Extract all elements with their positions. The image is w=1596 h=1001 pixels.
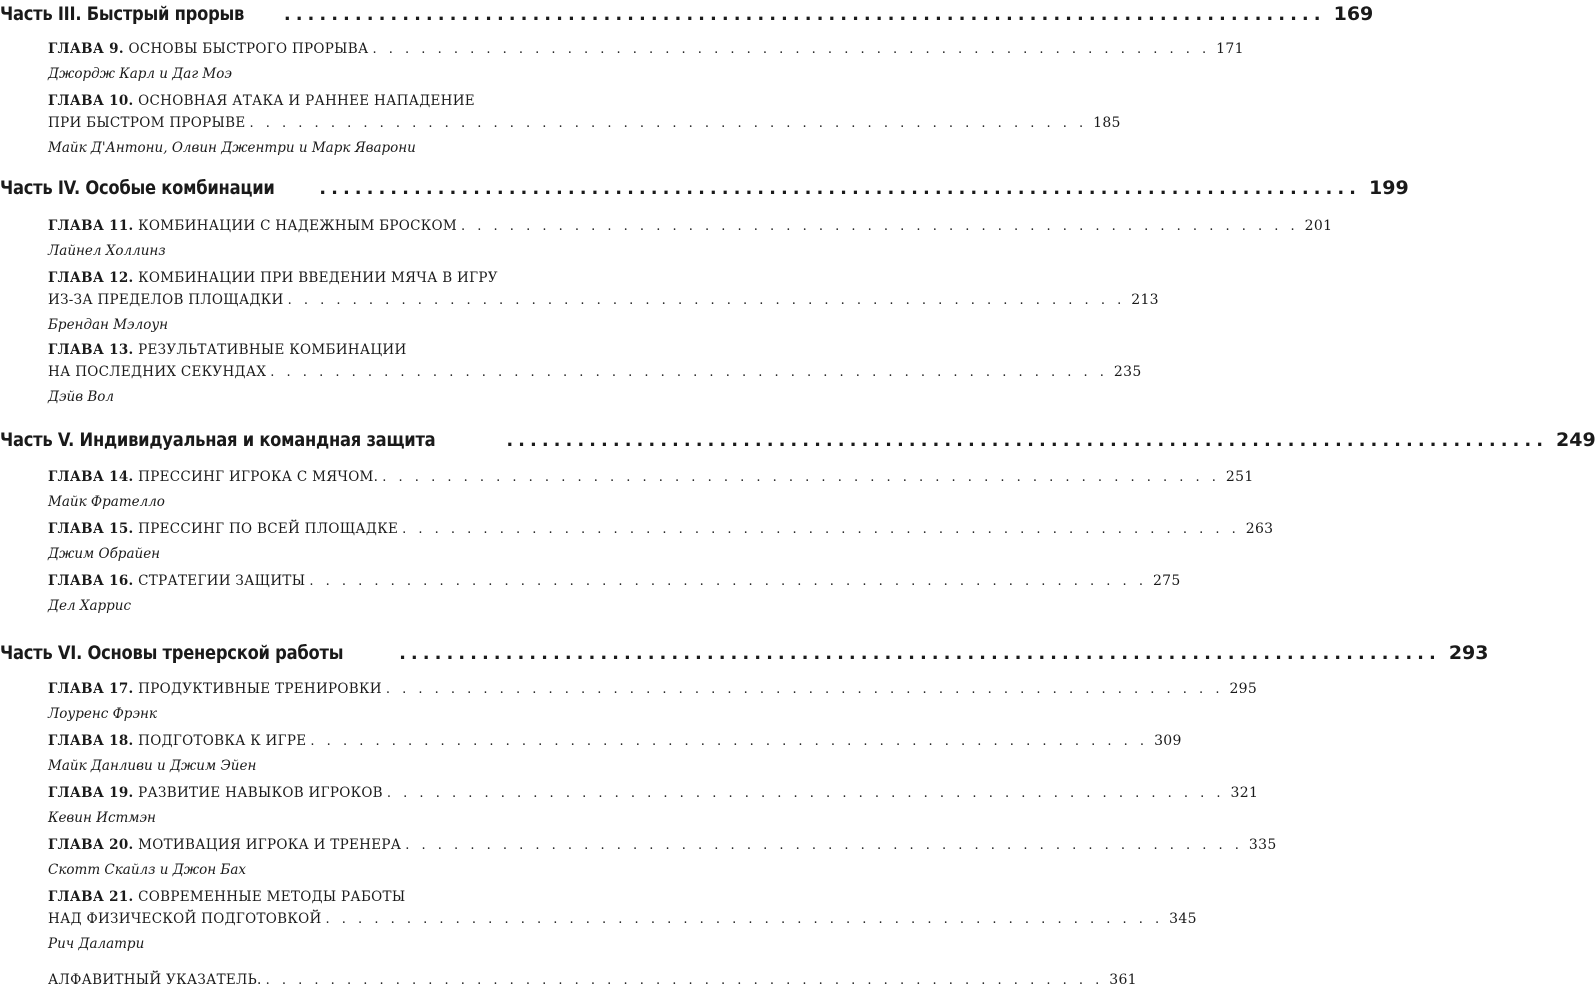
toc-part-6[interactable] <box>0 642 1489 672</box>
chapter-author: Лоуренс Фрэнк <box>48 706 157 722</box>
dot-leader: . . . . . . . . . . . . . . . . . . . . . . . . . . . . . . . . . . . . . . . . . . . . . . . . . . . . <box>309 574 1147 589</box>
chapter-page-number: 295 <box>1229 681 1258 697</box>
chapter-author: Дел Харрис <box>48 598 132 614</box>
dot-leader: . . . . . . . . . . . . . . . . . . . . . . . . . . . . . . . . . . . . . . . . . . . . . . . . . . . . <box>405 838 1243 853</box>
part-page-number: 293 <box>1448 642 1489 664</box>
dot-leader: . . . . . . . . . . . . . . . . . . . . . . . . . . . . . . . . . . . . . . . . . . . . . . . . . . . . <box>249 116 1088 131</box>
chapter-title-line-2: ПРИ БЫСТРОМ ПРОРЫВЕ <box>48 115 246 131</box>
chapter-page-number: 235 <box>1113 364 1142 380</box>
toc-chapter-11[interactable] <box>48 218 1333 262</box>
toc-chapter-14[interactable] <box>48 469 1254 513</box>
chapter-title-line-2: ИЗ-ЗА ПРЕДЕЛОВ ПЛОЩАДКИ <box>48 292 284 308</box>
chapter-label: ГЛАВА 20. <box>48 837 134 853</box>
chapter-page-number: 309 <box>1154 733 1182 749</box>
chapter-title: ПОДГОТОВКА К ИГРЕ <box>138 733 307 749</box>
toc-part-4[interactable] <box>0 177 1409 207</box>
chapter-title-line-2: НА ПОСЛЕДНИХ СЕКУНДАХ <box>48 364 267 380</box>
dot-leader: ........................................................................................ <box>399 643 1441 664</box>
part-title: Часть VI. Основы тренерской работы <box>0 642 344 664</box>
part-title: Часть III. Быстрый прорыв <box>0 3 245 25</box>
chapter-page-number: 263 <box>1245 521 1274 537</box>
chapter-title: СОВРЕМЕННЫЕ МЕТОДЫ РАБОТЫ <box>138 889 406 905</box>
chapter-title: КОМБИНАЦИИ ПРИ ВВЕДЕНИИ МЯЧА В ИГРУ <box>138 270 498 286</box>
chapter-page-number: 321 <box>1230 785 1259 801</box>
chapter-label: ГЛАВА 11. <box>48 218 134 234</box>
chapter-label: ГЛАВА 19. <box>48 785 134 801</box>
dot-leader: ........................................................................................ <box>506 430 1549 451</box>
chapter-label: ГЛАВА 17. <box>48 681 134 697</box>
dot-leader: . . . . . . . . . . . . . . . . . . . . . . . . . . . . . . . . . . . . . . . . . . . . . . . . . . . . <box>325 912 1164 927</box>
toc-part-5[interactable] <box>0 429 1596 459</box>
chapter-title: РАЗВИТИЕ НАВЫКОВ ИГРОКОВ <box>138 785 383 801</box>
chapter-label: ГЛАВА 12. <box>48 270 134 286</box>
chapter-title: ПРЕССИНГ ПО ВСЕЙ ПЛОЩАДКЕ <box>138 521 399 537</box>
toc-chapter-18[interactable] <box>48 733 1182 777</box>
chapter-title: КОМБИНАЦИИ С НАДЕЖНЫМ БРОСКОМ <box>138 218 458 234</box>
chapter-title: ОСНОВНАЯ АТАКА И РАННЕЕ НАПАДЕНИЕ <box>138 93 475 109</box>
toc-chapter-12[interactable] <box>48 270 1159 336</box>
toc-chapter-13[interactable] <box>48 342 1142 408</box>
chapter-label: ГЛАВА 14. <box>48 469 134 485</box>
chapter-title-line-2: НАД ФИЗИЧЕСКОЙ ПОДГОТОВКОЙ <box>48 911 322 927</box>
chapter-author: Рич Далатри <box>48 936 145 952</box>
toc-part-3[interactable] <box>0 3 1374 33</box>
chapter-page-number: 171 <box>1216 41 1244 57</box>
chapter-author: Джордж Карл и Даг Моэ <box>48 66 232 82</box>
chapter-title: РЕЗУЛЬТАТИВНЫЕ КОМБИНАЦИИ <box>138 342 407 358</box>
dot-leader: ........................................................................................ <box>283 4 1326 25</box>
index-title: АЛФАВИТНЫЙ УКАЗАТЕЛЬ. <box>48 972 262 988</box>
chapter-label: ГЛАВА 10. <box>48 93 134 109</box>
toc-chapter-9[interactable] <box>48 41 1244 85</box>
chapter-page-number: 275 <box>1152 573 1181 589</box>
part-title: Часть V. Индивидуальная и командная защита <box>0 429 436 451</box>
dot-leader: . . . . . . . . . . . . . . . . . . . . . . . . . . . . . . . . . . . . . . . . . . . . . . . . . . . . <box>270 365 1108 380</box>
dot-leader: . . . . . . . . . . . . . . . . . . . . . . . . . . . . . . . . . . . . . . . . . . . . . . . . . . . . <box>372 42 1211 57</box>
chapter-author: Джим Обрайен <box>48 546 161 562</box>
toc-index[interactable] <box>48 972 1137 994</box>
index-page-number: 361 <box>1109 972 1137 988</box>
chapter-title: ОСНОВЫ БЫСТРОГО ПРОРЫВА <box>128 41 369 57</box>
dot-leader: . . . . . . . . . . . . . . . . . . . . . . . . . . . . . . . . . . . . . . . . . . . . . . . . . . . . <box>386 786 1225 801</box>
chapter-page-number: 185 <box>1093 115 1121 131</box>
chapter-page-number: 335 <box>1248 837 1277 853</box>
chapter-page-number: 213 <box>1131 292 1159 308</box>
part-page-number: 249 <box>1556 429 1596 451</box>
toc-chapter-10[interactable] <box>48 93 1121 159</box>
dot-leader: . . . . . . . . . . . . . . . . . . . . . . . . . . . . . . . . . . . . . . . . . . . . . . . . . . . . <box>265 973 1104 988</box>
toc-chapter-21[interactable] <box>48 889 1197 955</box>
toc-chapter-15[interactable] <box>48 521 1274 565</box>
chapter-author: Кевин Истмэн <box>48 810 156 826</box>
toc-chapter-17[interactable] <box>48 681 1258 725</box>
chapter-author: Майк Д'Антони, Олвин Джентри и Марк Яварони <box>48 140 416 156</box>
chapter-title: ПРОДУКТИВНЫЕ ТРЕНИРОВКИ <box>138 681 382 697</box>
toc-chapter-16[interactable] <box>48 573 1181 617</box>
chapter-author: Лайнел Холлинз <box>48 243 166 259</box>
part-page-number: 169 <box>1333 3 1374 25</box>
chapter-author: Брендан Мэлоун <box>48 317 169 333</box>
dot-leader: ........................................................................................ <box>319 178 1362 199</box>
dot-leader: . . . . . . . . . . . . . . . . . . . . . . . . . . . . . . . . . . . . . . . . . . . . . . . . . . . . <box>310 734 1149 749</box>
dot-leader: . . . . . . . . . . . . . . . . . . . . . . . . . . . . . . . . . . . . . . . . . . . . . . . . . . . . <box>461 219 1299 234</box>
part-title: Часть IV. Особые комбинации <box>0 177 275 199</box>
part-page-number: 199 <box>1369 177 1409 199</box>
dot-leader: . . . . . . . . . . . . . . . . . . . . . . . . . . . . . . . . . . . . . . . . . . . . . . . . . . . . <box>385 682 1224 697</box>
chapter-page-number: 251 <box>1225 469 1254 485</box>
chapter-author: Дэйв Вол <box>48 389 115 405</box>
chapter-label: ГЛАВА 16. <box>48 573 134 589</box>
toc-chapter-20[interactable] <box>48 837 1277 881</box>
chapter-title: МОТИВАЦИЯ ИГРОКА И ТРЕНЕРА <box>138 837 402 853</box>
chapter-author: Майк Фрателло <box>48 494 165 510</box>
dot-leader: . . . . . . . . . . . . . . . . . . . . . . . . . . . . . . . . . . . . . . . . . . . . . . . . . . . . <box>287 293 1126 308</box>
chapter-label: ГЛАВА 9. <box>48 41 124 57</box>
toc-chapter-19[interactable] <box>48 785 1259 829</box>
chapter-label: ГЛАВА 15. <box>48 521 134 537</box>
chapter-author: Скотт Скайлз и Джон Бах <box>48 862 246 878</box>
chapter-author: Майк Данливи и Джим Эйен <box>48 758 257 774</box>
chapter-label: ГЛАВА 18. <box>48 733 134 749</box>
dot-leader: . . . . . . . . . . . . . . . . . . . . . . . . . . . . . . . . . . . . . . . . . . . . . . . . . . . . <box>382 470 1220 485</box>
chapter-label: ГЛАВА 21. <box>48 889 134 905</box>
chapter-label: ГЛАВА 13. <box>48 342 134 358</box>
chapter-title: ПРЕССИНГ ИГРОКА С МЯЧОМ. <box>138 469 379 485</box>
chapter-page-number: 345 <box>1169 911 1197 927</box>
chapter-title: СТРАТЕГИИ ЗАЩИТЫ <box>138 573 306 589</box>
dot-leader: . . . . . . . . . . . . . . . . . . . . . . . . . . . . . . . . . . . . . . . . . . . . . . . . . . . . <box>402 522 1240 537</box>
chapter-page-number: 201 <box>1304 218 1333 234</box>
